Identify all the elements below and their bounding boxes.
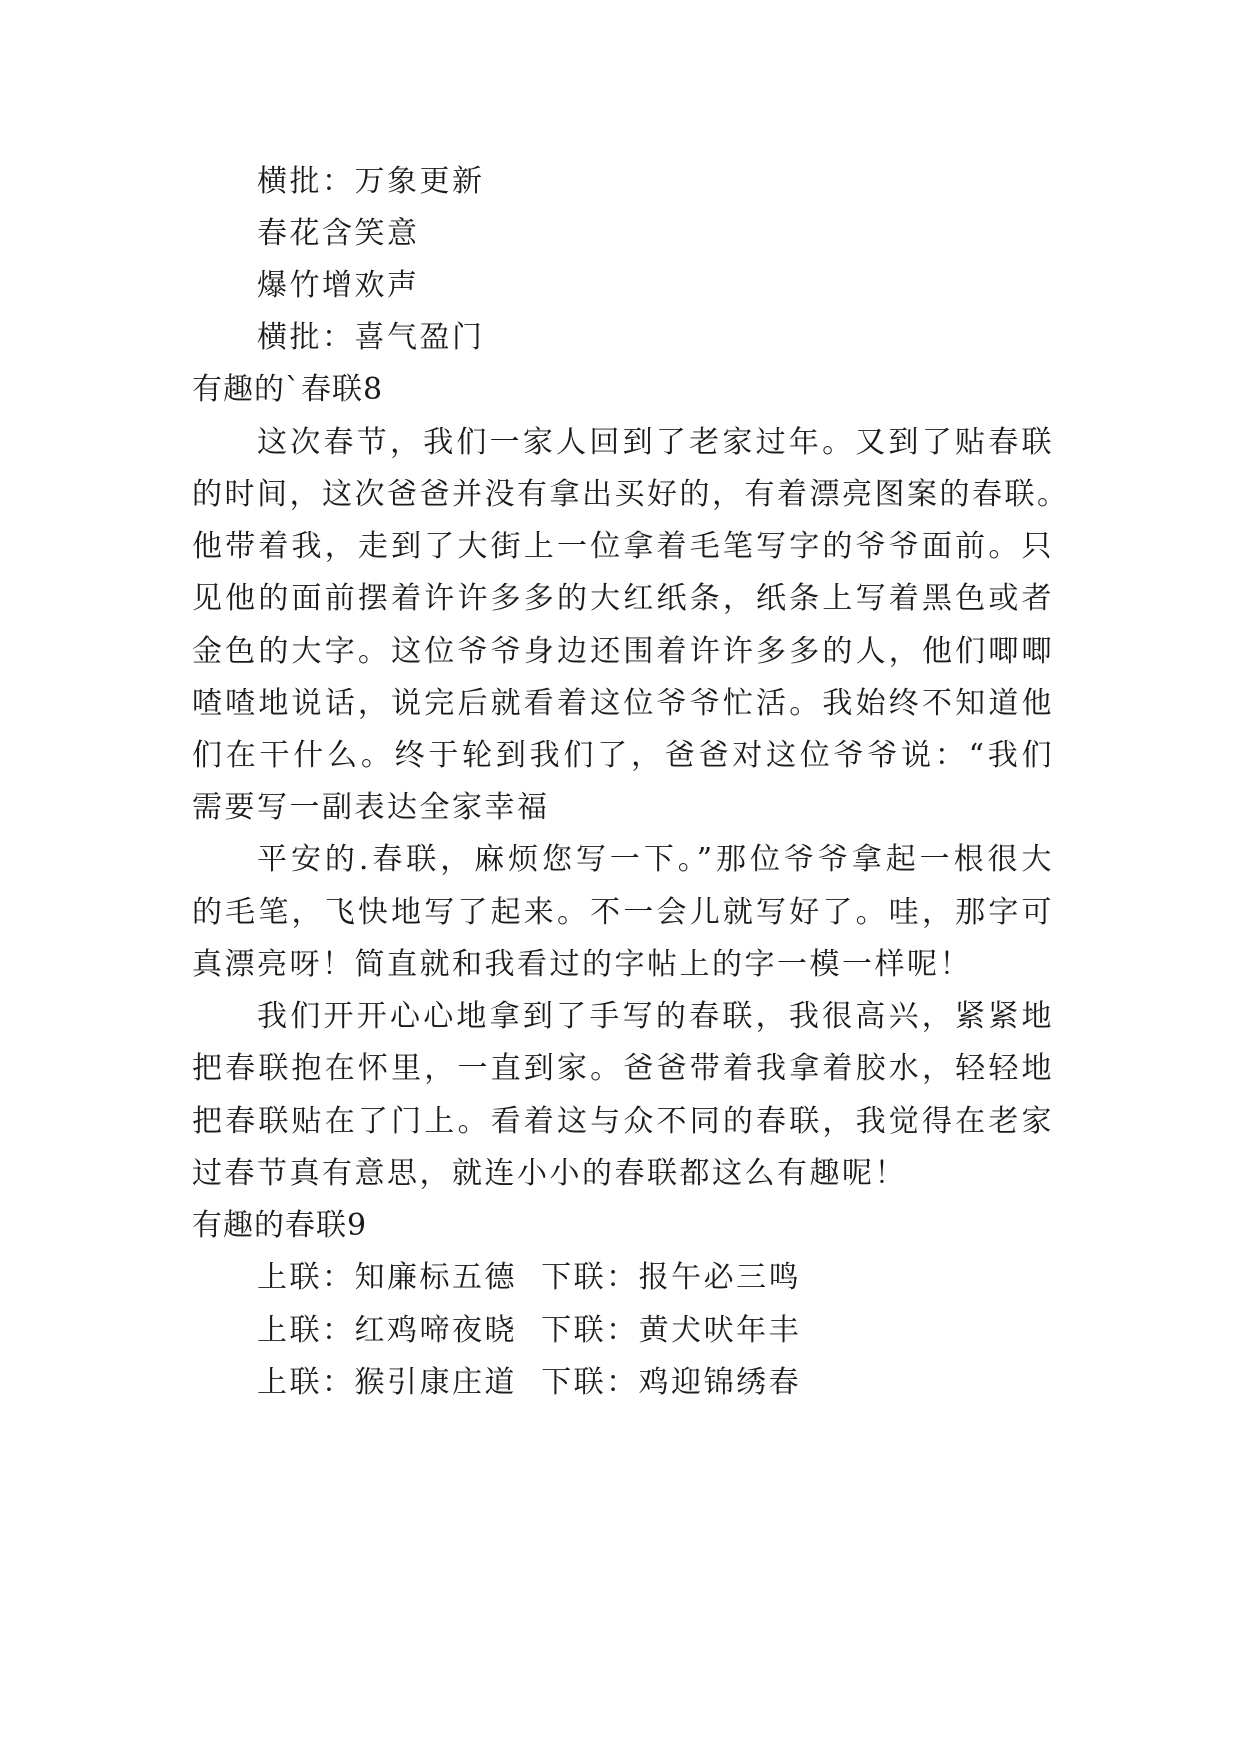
paragraph-line: 平安的.春联，麻烦您写一下。”那位爷爷拿起一根很大 [257,842,1054,877]
paragraph-line: 把春联贴在了门上。看着这与众不同的春联，我觉得在老家 [192,1104,1054,1139]
paragraph-line: 他带着我，走到了大街上一位拿着毛笔写字的爷爷面前。只 [192,529,1054,564]
paragraph-line: 见他的面前摆着许许多多的大红纸条，纸条上写着黑色或者 [192,581,1054,616]
paragraph-line: 需要写一副表达全家幸福 [192,790,550,825]
paragraph-line: 把春联抱在怀里，一直到家。爸爸带着我拿着胶水，轻轻地 [192,1051,1054,1086]
couplet-line: 爆竹增欢声 [257,268,420,303]
paragraph-line: 过春节真有意思，就连小小的春联都这么有趣呢！ [192,1156,907,1191]
paragraph-line: 这次春节，我们一家人回到了老家过年。又到了贴春联 [257,425,1054,460]
couplet-line: 上联：知廉标五德 下联：报午必三鸣 [257,1260,802,1295]
paragraph-line: 的时间，这次爸爸并没有拿出买好的，有着漂亮图案的春联。 [192,477,1070,512]
couplet-line: 春花含笑意 [257,216,420,251]
couplet-line: 横批：喜气盈门 [257,320,485,355]
couplet-line: 上联：猴引康庄道 下联：鸡迎锦绣春 [257,1365,802,1400]
paragraph-line: 我们开开心心地拿到了手写的春联，我很高兴，紧紧地 [257,999,1054,1034]
couplet-line: 横批：万象更新 [257,164,485,199]
couplet-line: 上联：红鸡啼夜晓 下联：黄犬吠年丰 [257,1313,802,1348]
paragraph-line: 的毛笔，飞快地写了起来。不一会儿就写好了。哇，那字可 [192,895,1054,930]
paragraph-line: 们在干什么。终于轮到我们了，爸爸对这位爷爷说：“我们 [192,738,1054,773]
paragraph-line: 金色的大字。这位爷爷身边还围着许许多多的人，他们唧唧 [192,634,1054,669]
section-heading: 有趣的春联9 [192,1208,368,1243]
paragraph-line: 喳喳地说话，说完后就看着这位爷爷忙活。我始终不知道他 [192,686,1054,721]
section-heading: 有趣的`春联8 [192,372,384,407]
paragraph-line: 真漂亮呀！简直就和我看过的字帖上的字一模一样呢！ [192,947,972,982]
